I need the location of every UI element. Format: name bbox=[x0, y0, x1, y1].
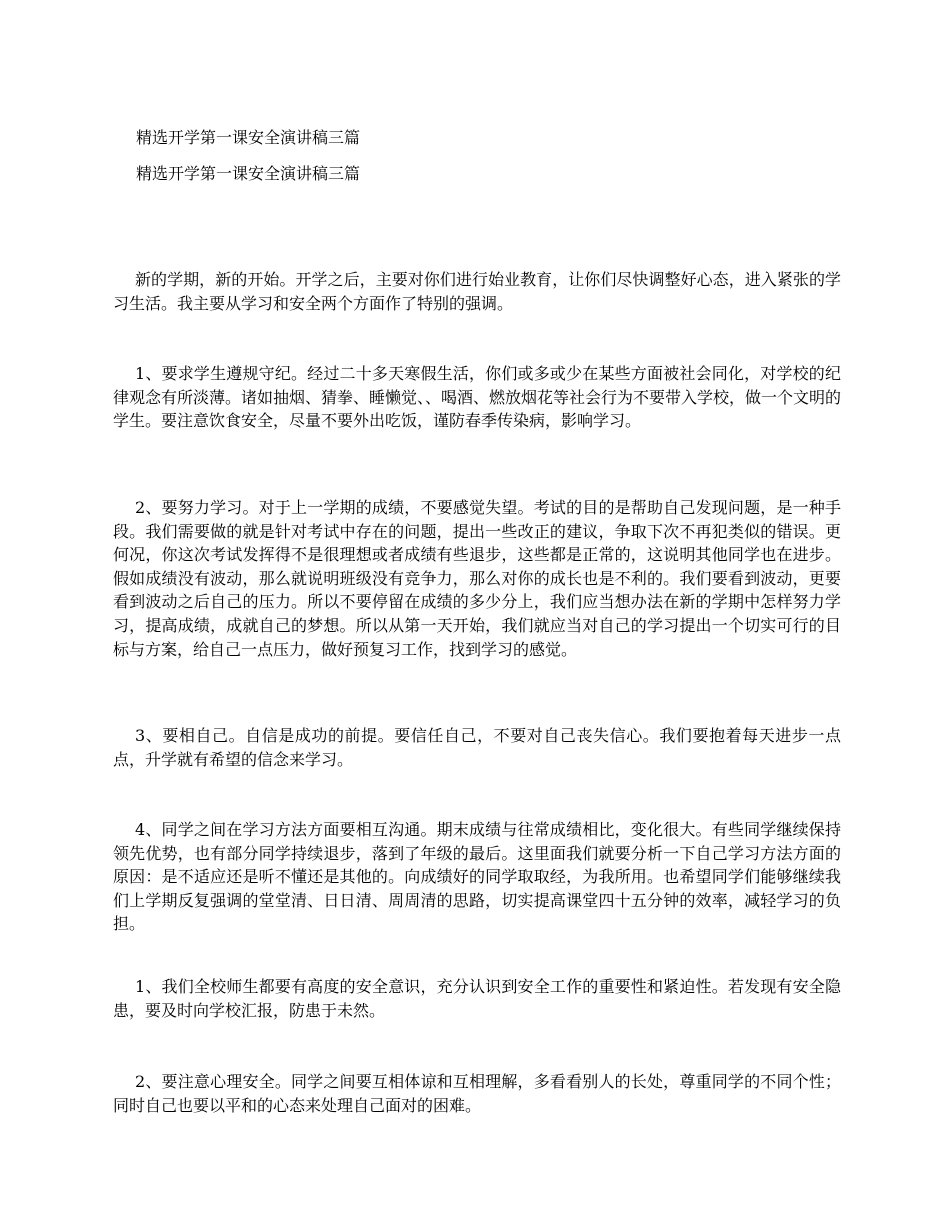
paragraph-safety-awareness: 1、我们全校师生都要有高度的安全意识，充分认识到安全工作的重要性和紧迫性。若发现有安全隐患，要及时向学校汇报，防患于未然。 bbox=[113, 977, 841, 1020]
paragraph-study-hard: 2、要努力学习。对于上一学期的成绩，不要感觉失望。考试的目的是帮助自己发现问题，是一种手段。我们需要做的就是针对考试中存在的问题，提出一些改正的建议，争取下次不再犯类似的错误。更何况，你这次考试发挥得不是很理想或者成绩有些退步，这些都是正常的，这说明其他同学也在进步。假如成绩没有波动，那么就说明班级没有竞争力，那么对你的成长也是不利的。我们要看到波动，更要看到波动之后自己的压力。所以不要停留在成绩的多少分上，我们应当想办法在新的学期中怎样努力学习，提高成绩，成就自己的梦想。所以从第一天开始，我们就应当对自己的学习提出一个切实可行的目标与方案，给自己一点压力，做好预复习工作，找到学习的感觉。 bbox=[113, 498, 841, 659]
document-title: 精选开学第一课安全演讲稿三篇 bbox=[136, 128, 361, 147]
paragraph-mental-safety: 2、要注意心理安全。同学之间要互相体谅和互相理解，多看看别人的长处，尊重同学的不同个性；同时自己也要以平和的心态来处理自己面对的困难。 bbox=[113, 1072, 841, 1115]
paragraph-discipline: 1、要求学生遵规守纪。经过二十多天寒假生活，你们或多或少在某些方面被社会同化，对学校的纪律观念有所淡薄。诸如抽烟、猜拳、睡懒觉、、喝酒、燃放烟花等社会行为不要带入学校，做一个文明的学生。要注意饮食安全，尽量不要外出吃饭，谨防春季传染病，影响学习。 bbox=[113, 364, 842, 431]
document-subtitle: 精选开学第一课安全演讲稿三篇 bbox=[136, 164, 361, 183]
paragraph-self-confidence: 3、要相自己。自信是成功的前提。要信任自己，不要对自己丧失信心。我们要抱着每天进步一点点，升学就有希望的信念来学习。 bbox=[113, 726, 841, 769]
paragraph-study-methods: 4、同学之间在学习方法方面要相互沟通。期末成绩与往常成绩相比，变化很大。有些同学继续保持领先优势，也有部分同学持续退步，落到了年级的最后。这里面我们就要分析一下自己学习方法方面的原因：是不适应还是听不懂还是其他的。向成绩好的同学取取经，为我所用。也希望同学们能够继续我们上学期反复强调的堂堂清、日日清、周周清的思路，切实提高课堂四十五分钟的效率，减轻学习的负担。 bbox=[113, 820, 841, 934]
paragraph-intro: 新的学期，新的开始。开学之后，主要对你们进行始业教育，让你们尽快调整好心态，进入紧张的学习生活。我主要从学习和安全两个方面作了特别的强调。 bbox=[113, 270, 841, 313]
